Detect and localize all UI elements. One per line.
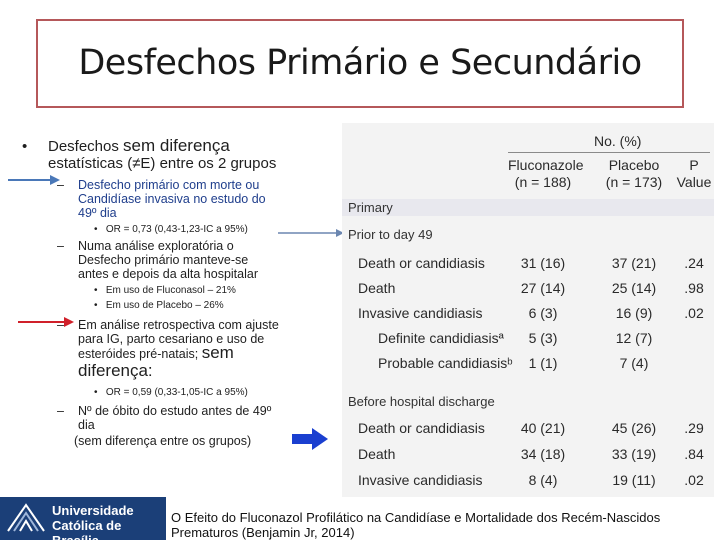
- bold-blue-arrow-icon: [290, 427, 332, 451]
- prior-row-2-p: 16 (9): [615, 305, 653, 321]
- primary-band: [342, 199, 714, 216]
- blue-arrow-icon: [0, 170, 62, 190]
- logo-emblem-icon: [4, 501, 48, 537]
- bullet-1-text-a: Desfechos: [48, 138, 119, 155]
- sub-1-detail: • OR = 0,73 (0,43-1,23-IC a 95%): [94, 224, 248, 235]
- sub-2-line-1: Numa análise exploratória o: [78, 239, 234, 253]
- sub-3-detail-text: OR = 0,59 (0,33-1,05-IC a 95%): [105, 387, 248, 398]
- red-arrow-icon: [14, 312, 76, 332]
- university-logo: [0, 497, 166, 548]
- sub-1-line-1: Desfecho primário com morte ou: [78, 178, 260, 192]
- col-pvalue-header: [674, 157, 714, 191]
- before-row-0-p: 45 (26): [611, 420, 657, 436]
- sub-2-detail-1-text: Em uso de Fluconasol – 21%: [105, 285, 236, 296]
- sub-2-line-2: Desfecho primário manteve-se: [78, 253, 249, 267]
- prior-row-3-label: Definite candidiasisª: [378, 330, 504, 346]
- before-row-0-label: Death or candidiasis: [358, 420, 485, 436]
- sub-1-detail-text: OR = 0,73 (0,43-1,23-IC a 95%): [105, 224, 248, 235]
- sub-2-line-3: antes e depois da alta hospitalar: [78, 267, 258, 281]
- col-pvalue-value: Value: [676, 174, 712, 190]
- dash-2: –: [57, 239, 64, 253]
- bullet-marker: •: [22, 138, 28, 155]
- col-fluconazole-n: (n = 188): [514, 174, 572, 190]
- sub-1-line-3: 49º dia: [78, 206, 117, 220]
- connector-arrow-icon: [276, 226, 346, 240]
- dash-4: –: [57, 404, 64, 418]
- col-placebo-n: (n = 173): [605, 174, 663, 190]
- before-row-2-p: 19 (11): [612, 472, 656, 488]
- prior-row-1-label: Death: [358, 280, 396, 296]
- sub-4-line-1: Nº de óbito do estudo antes de 49º: [78, 404, 272, 418]
- prior-row-3-p: 12 (7): [615, 330, 653, 346]
- bullet-1-text-highlight: sem diferença: [123, 136, 230, 155]
- logo-text: [52, 503, 166, 548]
- sub-2-detail-1: • Em uso de Fluconasol – 21%: [94, 285, 236, 296]
- sub-2-detail-2-text: Em uso de Placebo – 26%: [105, 300, 224, 311]
- bullet-1-line-2: estatísticas (≠E) entre os 2 grupos: [48, 155, 277, 172]
- prior-row-0-v: .24: [684, 255, 704, 271]
- prior-row-0-label: Death or candidiasis: [358, 255, 485, 271]
- prior-row-2-f: 6 (3): [528, 305, 558, 321]
- prior-row-0-f: 31 (16): [520, 255, 566, 271]
- sub-3-line-2: para IG, parto cesariano e uso de: [78, 332, 265, 346]
- prior-row-3-f: 5 (3): [528, 330, 558, 346]
- reference-caption: O Efeito do Fluconazol Profilático na Candidíase e Mortalidade dos Recém-Nascidos Prematuros (Benjamin Jr, 2014): [171, 510, 661, 540]
- before-row-1-v: .84: [684, 446, 704, 462]
- no-pct-header: No. (%): [594, 133, 642, 149]
- prior-row-1-p: 25 (14): [611, 280, 657, 296]
- before-row-1-label: Death: [358, 446, 396, 462]
- bullet-1-line-1: [48, 137, 230, 155]
- header-rule: [508, 152, 710, 153]
- sub-3-line-3-text: esteróides pré-natais;: [78, 347, 199, 361]
- prior-row-4-f: 1 (1): [528, 355, 558, 371]
- before-row-0-v: .29: [684, 420, 704, 436]
- sub-1-line-2: Candidíase invasiva no estudo do: [78, 192, 266, 206]
- before-row-1-f: 34 (18): [520, 446, 566, 462]
- logo-line-2: Católica de Brasília: [52, 518, 122, 548]
- col-placebo-name: Placebo: [608, 157, 660, 173]
- slide-title: Desfechos Primário e Secundário: [78, 43, 642, 83]
- prior-row-4-p: 7 (4): [619, 355, 649, 371]
- results-table: [342, 123, 714, 497]
- section-before-discharge: Before hospital discharge: [348, 394, 495, 409]
- sub-3-detail: • OR = 0,59 (0,33-1,05-IC a 95%): [94, 387, 248, 398]
- col-fluconazole-header: [508, 157, 584, 191]
- prior-row-1-f: 27 (14): [520, 280, 566, 296]
- section-prior-to-day-49: Prior to day 49: [348, 227, 433, 242]
- dash-1: –: [57, 178, 64, 192]
- dash-3: –: [57, 318, 64, 332]
- prior-row-4-label: Probable candidiasisᵇ: [378, 355, 513, 371]
- col-placebo-header: [604, 157, 664, 191]
- sub-3-highlight-b: diferença:: [78, 361, 153, 380]
- prior-row-0-p: 37 (21): [611, 255, 657, 271]
- before-row-2-f: 8 (4): [528, 472, 558, 488]
- title-box: [36, 19, 684, 108]
- prior-row-2-v: .02: [684, 305, 704, 321]
- prior-row-1-v: .98: [684, 280, 704, 296]
- section-primary: Primary: [348, 200, 393, 215]
- before-row-1-p: 33 (19): [611, 446, 657, 462]
- sub-3-highlight-a: sem: [201, 343, 234, 362]
- col-pvalue-p: P: [689, 157, 699, 173]
- sub-4-line-2: dia: [78, 418, 95, 432]
- col-fluconazole-name: Fluconazole: [508, 157, 584, 173]
- sub-3-line-3: [78, 343, 234, 362]
- prior-row-2-label: Invasive candidiasis: [358, 305, 483, 321]
- sub-3-line-1: Em análise retrospectiva com ajuste: [78, 318, 279, 332]
- sub-4-line-3: (sem diferença entre os grupos): [74, 434, 252, 448]
- sub-2-detail-2: • Em uso de Placebo – 26%: [94, 300, 224, 311]
- before-row-0-f: 40 (21): [520, 420, 566, 436]
- logo-line-1: Universidade: [52, 503, 134, 518]
- before-row-2-label: Invasive candidiasis: [358, 472, 483, 488]
- before-row-2-v: .02: [684, 472, 704, 488]
